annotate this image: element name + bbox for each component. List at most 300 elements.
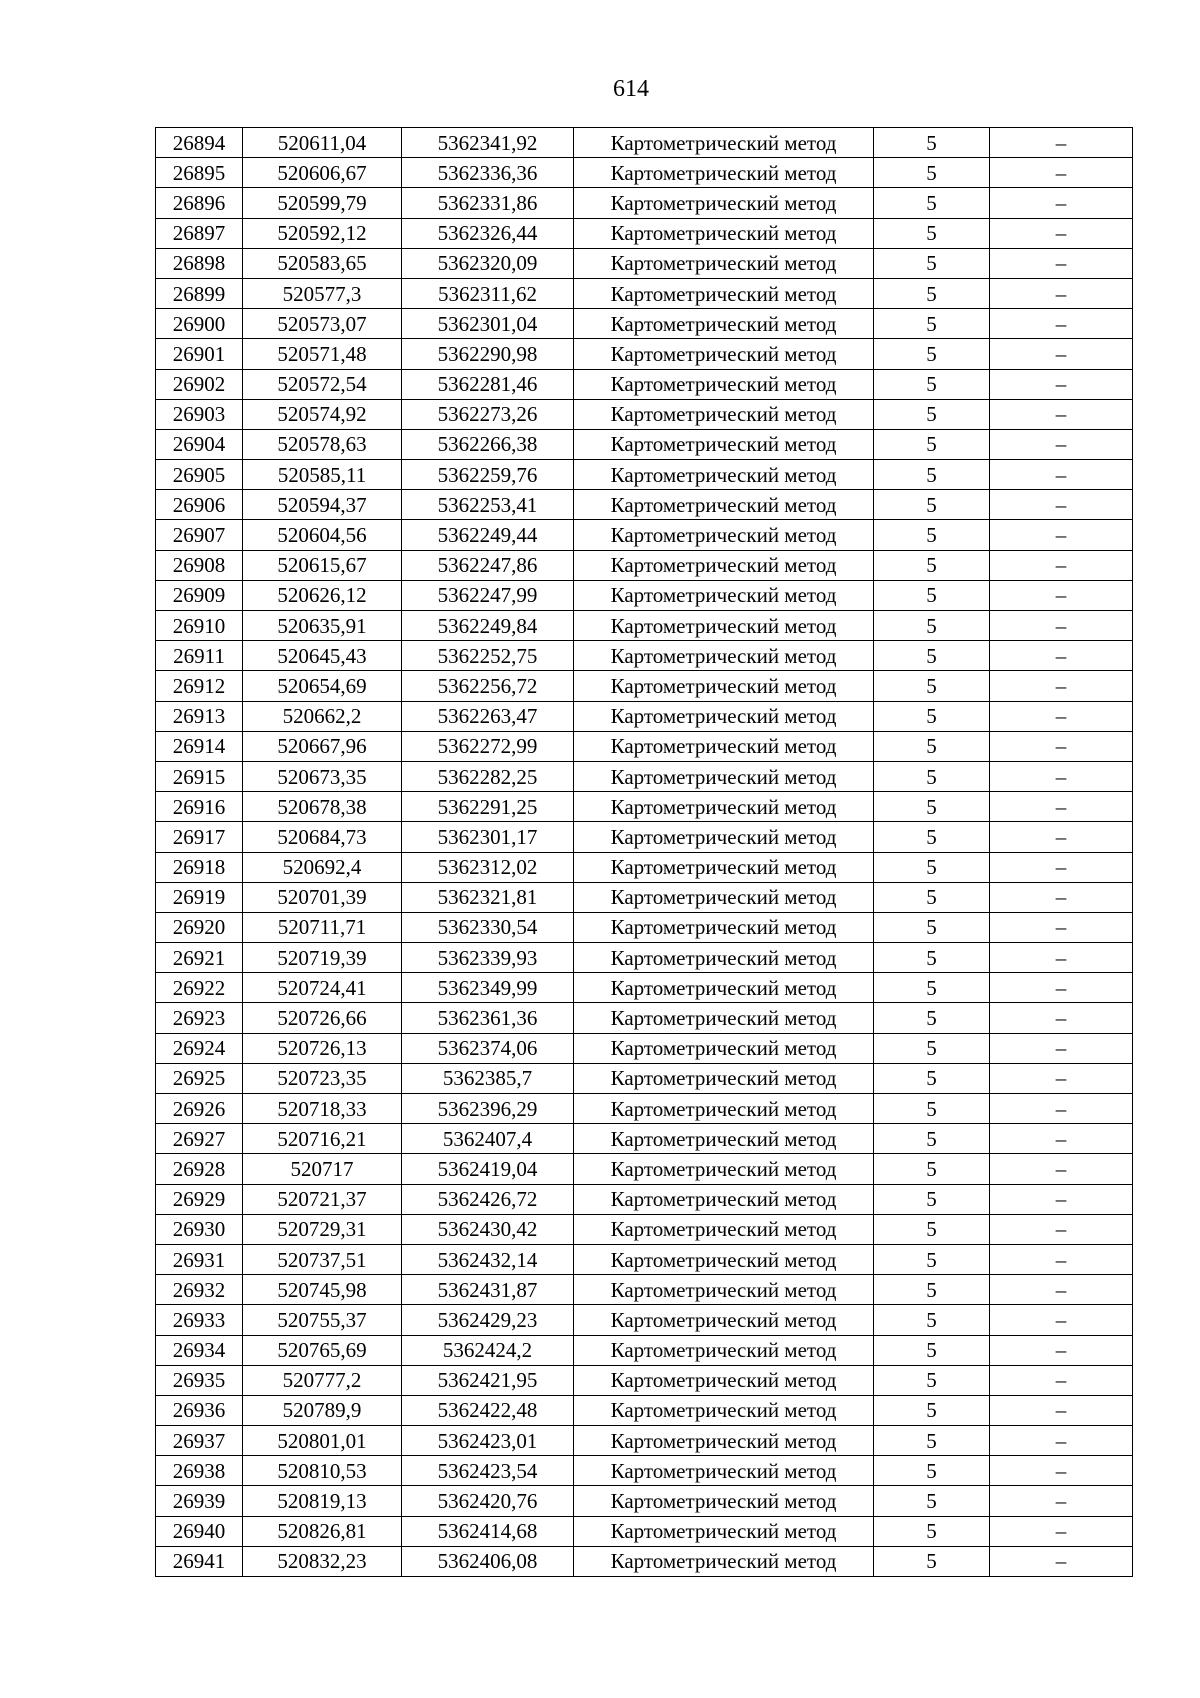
method-cell: Картометрический метод [574,852,874,882]
y-coordinate-cell: 5362406,08 [402,1546,574,1576]
y-coordinate-cell: 5362431,87 [402,1275,574,1305]
x-coordinate-cell: 520819,13 [243,1486,402,1516]
y-coordinate-cell: 5362301,17 [402,822,574,852]
point-number-cell: 26909 [156,580,243,610]
method-cell: Картометрический метод [574,1154,874,1184]
accuracy-cell: 5 [874,460,990,490]
y-coordinate-cell: 5362336,36 [402,158,574,188]
accuracy-cell: 5 [874,399,990,429]
table-row [156,490,1133,520]
x-coordinate-cell: 520635,91 [243,611,402,641]
accuracy-cell: 5 [874,490,990,520]
description-cell: – [990,1486,1133,1516]
accuracy-cell: 5 [874,671,990,701]
table-row [156,1003,1133,1033]
method-cell: Картометрический метод [574,1214,874,1244]
accuracy-cell: 5 [874,641,990,671]
method-cell: Картометрический метод [574,188,874,218]
y-coordinate-cell: 5362331,86 [402,188,574,218]
x-coordinate-cell: 520571,48 [243,339,402,369]
method-cell: Картометрический метод [574,912,874,942]
x-coordinate-cell: 520611,04 [243,128,402,158]
y-coordinate-cell: 5362266,38 [402,429,574,459]
x-coordinate-cell: 520572,54 [243,369,402,399]
description-cell: – [990,792,1133,822]
method-cell: Картометрический метод [574,731,874,761]
method-cell: Картометрический метод [574,1546,874,1576]
table-row [156,580,1133,610]
accuracy-cell: 5 [874,792,990,822]
description-cell: – [990,882,1133,912]
accuracy-cell: 5 [874,882,990,912]
y-coordinate-cell: 5362419,04 [402,1154,574,1184]
x-coordinate-cell: 520789,9 [243,1395,402,1425]
y-coordinate-cell: 5362407,4 [402,1124,574,1154]
description-cell: – [990,580,1133,610]
point-number-cell: 26916 [156,792,243,822]
y-coordinate-cell: 5362291,25 [402,792,574,822]
y-coordinate-cell: 5362272,99 [402,731,574,761]
description-cell: – [990,1124,1133,1154]
y-coordinate-cell: 5362423,54 [402,1456,574,1486]
y-coordinate-cell: 5362249,44 [402,520,574,550]
accuracy-cell: 5 [874,912,990,942]
method-cell: Картометрический метод [574,429,874,459]
description-cell: – [990,1546,1133,1576]
x-coordinate-cell: 520662,2 [243,701,402,731]
x-coordinate-cell: 520729,31 [243,1214,402,1244]
accuracy-cell: 5 [874,1033,990,1063]
point-number-cell: 26897 [156,218,243,248]
point-number-cell: 26905 [156,460,243,490]
table-row [156,912,1133,942]
accuracy-cell: 5 [874,731,990,761]
point-number-cell: 26914 [156,731,243,761]
y-coordinate-cell: 5362426,72 [402,1184,574,1214]
accuracy-cell: 5 [874,1456,990,1486]
method-cell: Картометрический метод [574,671,874,701]
method-cell: Картометрический метод [574,1244,874,1274]
point-number-cell: 26930 [156,1214,243,1244]
y-coordinate-cell: 5362252,75 [402,641,574,671]
table-row [156,1275,1133,1305]
description-cell: – [990,641,1133,671]
accuracy-cell: 5 [874,973,990,1003]
method-cell: Картометрический метод [574,1426,874,1456]
method-cell: Картометрический метод [574,1003,874,1033]
method-cell: Картометрический метод [574,369,874,399]
description-cell: – [990,248,1133,278]
x-coordinate-cell: 520673,35 [243,761,402,791]
x-coordinate-cell: 520718,33 [243,1094,402,1124]
x-coordinate-cell: 520684,73 [243,822,402,852]
x-coordinate-cell: 520606,67 [243,158,402,188]
description-cell: – [990,1063,1133,1093]
point-number-cell: 26934 [156,1335,243,1365]
table-row [156,701,1133,731]
y-coordinate-cell: 5362247,86 [402,550,574,580]
y-coordinate-cell: 5362385,7 [402,1063,574,1093]
description-cell: – [990,761,1133,791]
table-row [156,188,1133,218]
coordinates-table [155,127,1133,1577]
accuracy-cell: 5 [874,128,990,158]
y-coordinate-cell: 5362311,62 [402,278,574,308]
y-coordinate-cell: 5362422,48 [402,1395,574,1425]
x-coordinate-cell: 520583,65 [243,248,402,278]
table-row [156,943,1133,973]
x-coordinate-cell: 520574,92 [243,399,402,429]
point-number-cell: 26936 [156,1395,243,1425]
table-row [156,1154,1133,1184]
point-number-cell: 26907 [156,520,243,550]
method-cell: Картометрический метод [574,1395,874,1425]
table-row [156,822,1133,852]
y-coordinate-cell: 5362326,44 [402,218,574,248]
table-row [156,520,1133,550]
description-cell: – [990,1094,1133,1124]
table-row [156,339,1133,369]
method-cell: Картометрический метод [574,248,874,278]
description-cell: – [990,1456,1133,1486]
point-number-cell: 26906 [156,490,243,520]
description-cell: – [990,1516,1133,1546]
x-coordinate-cell: 520615,67 [243,550,402,580]
description-cell: – [990,1395,1133,1425]
accuracy-cell: 5 [874,1546,990,1576]
x-coordinate-cell: 520721,37 [243,1184,402,1214]
description-cell: – [990,1003,1133,1033]
table-row [156,641,1133,671]
table-row [156,399,1133,429]
table-row [156,1184,1133,1214]
method-cell: Картометрический метод [574,128,874,158]
description-cell: – [990,973,1133,1003]
method-cell: Картометрический метод [574,1365,874,1395]
description-cell: – [990,158,1133,188]
accuracy-cell: 5 [874,309,990,339]
y-coordinate-cell: 5362361,36 [402,1003,574,1033]
description-cell: – [990,460,1133,490]
point-number-cell: 26917 [156,822,243,852]
point-number-cell: 26903 [156,399,243,429]
y-coordinate-cell: 5362312,02 [402,852,574,882]
point-number-cell: 26928 [156,1154,243,1184]
description-cell: – [990,822,1133,852]
table-row [156,158,1133,188]
y-coordinate-cell: 5362320,09 [402,248,574,278]
point-number-cell: 26923 [156,1003,243,1033]
table-row [156,460,1133,490]
description-cell: – [990,429,1133,459]
accuracy-cell: 5 [874,1305,990,1335]
x-coordinate-cell: 520577,3 [243,278,402,308]
table-row [156,1305,1133,1335]
point-number-cell: 26932 [156,1275,243,1305]
point-number-cell: 26941 [156,1546,243,1576]
point-number-cell: 26933 [156,1305,243,1335]
table-row [156,1456,1133,1486]
method-cell: Картометрический метод [574,1335,874,1365]
accuracy-cell: 5 [874,943,990,973]
x-coordinate-cell: 520737,51 [243,1244,402,1274]
accuracy-cell: 5 [874,1395,990,1425]
point-number-cell: 26904 [156,429,243,459]
x-coordinate-cell: 520645,43 [243,641,402,671]
accuracy-cell: 5 [874,822,990,852]
method-cell: Картометрический метод [574,611,874,641]
y-coordinate-cell: 5362429,23 [402,1305,574,1335]
table-row [156,1365,1133,1395]
y-coordinate-cell: 5362339,93 [402,943,574,973]
accuracy-cell: 5 [874,218,990,248]
description-cell: – [990,1275,1133,1305]
point-number-cell: 26918 [156,852,243,882]
description-cell: – [990,399,1133,429]
point-number-cell: 26908 [156,550,243,580]
description-cell: – [990,309,1133,339]
y-coordinate-cell: 5362253,41 [402,490,574,520]
description-cell: – [990,1214,1133,1244]
method-cell: Картометрический метод [574,309,874,339]
description-cell: – [990,490,1133,520]
x-coordinate-cell: 520654,69 [243,671,402,701]
accuracy-cell: 5 [874,550,990,580]
x-coordinate-cell: 520777,2 [243,1365,402,1395]
y-coordinate-cell: 5362349,99 [402,973,574,1003]
point-number-cell: 26940 [156,1516,243,1546]
point-number-cell: 26926 [156,1094,243,1124]
y-coordinate-cell: 5362247,99 [402,580,574,610]
accuracy-cell: 5 [874,278,990,308]
y-coordinate-cell: 5362424,2 [402,1335,574,1365]
accuracy-cell: 5 [874,1244,990,1274]
table-row [156,1124,1133,1154]
point-number-cell: 26900 [156,309,243,339]
method-cell: Картометрический метод [574,641,874,671]
accuracy-cell: 5 [874,369,990,399]
table-row [156,1094,1133,1124]
description-cell: – [990,912,1133,942]
method-cell: Картометрический метод [574,1094,874,1124]
table-row [156,882,1133,912]
x-coordinate-cell: 520723,35 [243,1063,402,1093]
point-number-cell: 26929 [156,1184,243,1214]
x-coordinate-cell: 520604,56 [243,520,402,550]
description-cell: – [990,369,1133,399]
y-coordinate-cell: 5362256,72 [402,671,574,701]
description-cell: – [990,550,1133,580]
table-row [156,1426,1133,1456]
x-coordinate-cell: 520801,01 [243,1426,402,1456]
x-coordinate-cell: 520578,63 [243,429,402,459]
method-cell: Картометрический метод [574,218,874,248]
point-number-cell: 26913 [156,701,243,731]
method-cell: Картометрический метод [574,490,874,520]
accuracy-cell: 5 [874,429,990,459]
point-number-cell: 26937 [156,1426,243,1456]
accuracy-cell: 5 [874,248,990,278]
x-coordinate-cell: 520726,66 [243,1003,402,1033]
accuracy-cell: 5 [874,1275,990,1305]
x-coordinate-cell: 520717 [243,1154,402,1184]
point-number-cell: 26902 [156,369,243,399]
point-number-cell: 26920 [156,912,243,942]
accuracy-cell: 5 [874,1516,990,1546]
accuracy-cell: 5 [874,1365,990,1395]
y-coordinate-cell: 5362321,81 [402,882,574,912]
description-cell: – [990,731,1133,761]
x-coordinate-cell: 520726,13 [243,1033,402,1063]
point-number-cell: 26911 [156,641,243,671]
table-row [156,248,1133,278]
y-coordinate-cell: 5362273,26 [402,399,574,429]
accuracy-cell: 5 [874,1214,990,1244]
accuracy-cell: 5 [874,1063,990,1093]
table-row [156,671,1133,701]
point-number-cell: 26922 [156,973,243,1003]
x-coordinate-cell: 520585,11 [243,460,402,490]
description-cell: – [990,943,1133,973]
accuracy-cell: 5 [874,1154,990,1184]
accuracy-cell: 5 [874,1003,990,1033]
method-cell: Картометрический метод [574,460,874,490]
description-cell: – [990,1184,1133,1214]
y-coordinate-cell: 5362396,29 [402,1094,574,1124]
table-row [156,731,1133,761]
point-number-cell: 26915 [156,761,243,791]
point-number-cell: 26899 [156,278,243,308]
accuracy-cell: 5 [874,611,990,641]
y-coordinate-cell: 5362263,47 [402,701,574,731]
method-cell: Картометрический метод [574,520,874,550]
point-number-cell: 26931 [156,1244,243,1274]
x-coordinate-cell: 520573,07 [243,309,402,339]
table-row [156,1395,1133,1425]
accuracy-cell: 5 [874,520,990,550]
table-row [156,128,1133,158]
table-row [156,550,1133,580]
table-row [156,1546,1133,1576]
point-number-cell: 26894 [156,128,243,158]
coordinates-table-body [156,128,1133,1577]
y-coordinate-cell: 5362423,01 [402,1426,574,1456]
point-number-cell: 26896 [156,188,243,218]
method-cell: Картометрический метод [574,822,874,852]
point-number-cell: 26938 [156,1456,243,1486]
table-row [156,611,1133,641]
accuracy-cell: 5 [874,1426,990,1456]
x-coordinate-cell: 520716,21 [243,1124,402,1154]
x-coordinate-cell: 520724,41 [243,973,402,1003]
x-coordinate-cell: 520592,12 [243,218,402,248]
x-coordinate-cell: 520826,81 [243,1516,402,1546]
y-coordinate-cell: 5362249,84 [402,611,574,641]
table-row [156,1335,1133,1365]
description-cell: – [990,278,1133,308]
description-cell: – [990,1305,1133,1335]
point-number-cell: 26939 [156,1486,243,1516]
accuracy-cell: 5 [874,1486,990,1516]
page-number: 614 [613,76,649,102]
accuracy-cell: 5 [874,761,990,791]
y-coordinate-cell: 5362341,92 [402,128,574,158]
description-cell: – [990,339,1133,369]
x-coordinate-cell: 520755,37 [243,1305,402,1335]
accuracy-cell: 5 [874,1124,990,1154]
table-row [156,1214,1133,1244]
x-coordinate-cell: 520765,69 [243,1335,402,1365]
table-row [156,429,1133,459]
method-cell: Картометрический метод [574,701,874,731]
table-row [156,1033,1133,1063]
description-cell: – [990,1365,1133,1395]
y-coordinate-cell: 5362430,42 [402,1214,574,1244]
description-cell: – [990,852,1133,882]
method-cell: Картометрический метод [574,580,874,610]
x-coordinate-cell: 520667,96 [243,731,402,761]
table-row [156,278,1133,308]
table-row [156,973,1133,1003]
y-coordinate-cell: 5362281,46 [402,369,574,399]
x-coordinate-cell: 520599,79 [243,188,402,218]
description-cell: – [990,188,1133,218]
method-cell: Картометрический метод [574,1063,874,1093]
method-cell: Картометрический метод [574,792,874,822]
description-cell: – [990,1154,1133,1184]
point-number-cell: 26895 [156,158,243,188]
table-row [156,1516,1133,1546]
table-row [156,792,1133,822]
point-number-cell: 26919 [156,882,243,912]
accuracy-cell: 5 [874,158,990,188]
x-coordinate-cell: 520701,39 [243,882,402,912]
description-cell: – [990,1033,1133,1063]
x-coordinate-cell: 520678,38 [243,792,402,822]
y-coordinate-cell: 5362282,25 [402,761,574,791]
table-row [156,1244,1133,1274]
y-coordinate-cell: 5362330,54 [402,912,574,942]
y-coordinate-cell: 5362420,76 [402,1486,574,1516]
x-coordinate-cell: 520745,98 [243,1275,402,1305]
y-coordinate-cell: 5362259,76 [402,460,574,490]
method-cell: Картометрический метод [574,550,874,580]
description-cell: – [990,1426,1133,1456]
point-number-cell: 26912 [156,671,243,701]
table-row [156,761,1133,791]
x-coordinate-cell: 520626,12 [243,580,402,610]
table-row [156,852,1133,882]
table-row [156,218,1133,248]
accuracy-cell: 5 [874,188,990,218]
x-coordinate-cell: 520692,4 [243,852,402,882]
method-cell: Картометрический метод [574,339,874,369]
x-coordinate-cell: 520711,71 [243,912,402,942]
x-coordinate-cell: 520832,23 [243,1546,402,1576]
accuracy-cell: 5 [874,1335,990,1365]
description-cell: – [990,520,1133,550]
x-coordinate-cell: 520594,37 [243,490,402,520]
accuracy-cell: 5 [874,1184,990,1214]
point-number-cell: 26925 [156,1063,243,1093]
description-cell: – [990,671,1133,701]
method-cell: Картометрический метод [574,1033,874,1063]
description-cell: – [990,218,1133,248]
table-row [156,309,1133,339]
y-coordinate-cell: 5362290,98 [402,339,574,369]
table-row [156,1063,1133,1093]
description-cell: – [990,128,1133,158]
